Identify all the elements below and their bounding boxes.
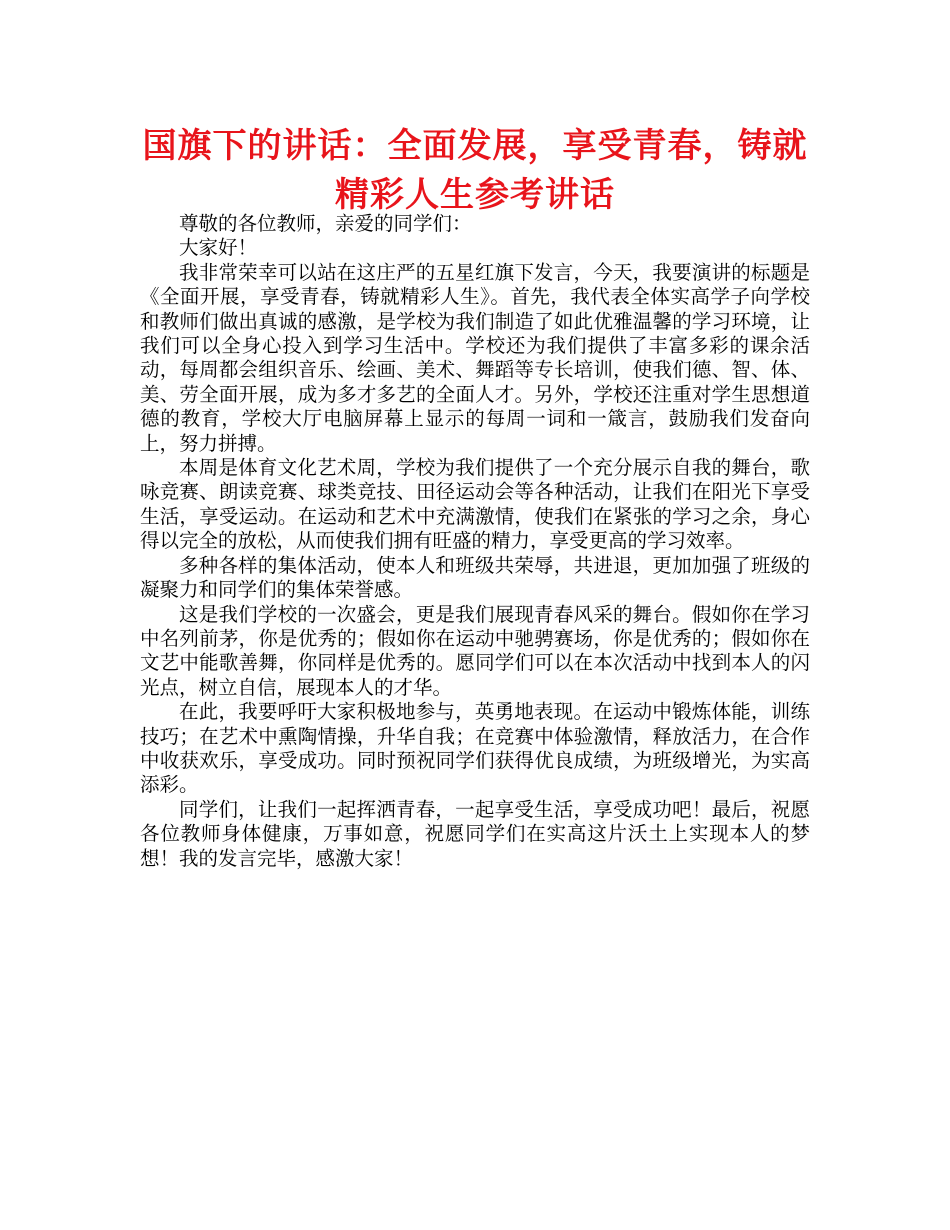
salutation-paragraph: 尊敬的各位教师，亲爱的同学们：: [179, 212, 472, 235]
document-body: [140, 212, 810, 871]
body-paragraph: 本周是体育文化艺术周，学校为我们提供了一个充分展示自我的舞台，歌咏竞赛、朗读竞赛、球类竞技、田径运动会等各种活动，让我们在阳光下享受生活，享受运动。在运动和艺术中充满激情，使我们在紧张的学习之余，身心得以完全的放松，从而使我们拥有旺盛的精力，享受更高的学习效率。: [140, 456, 810, 553]
greeting-paragraph: 大家好！: [179, 236, 258, 260]
closing-paragraph: 同学们，让我们一起挥洒青春，一起享受生活，享受成功吧！最后，祝愿各位教师身体健康，万事如意，祝愿同学们在实高这片沃土上实现本人的梦想！我的发言完毕，感激大家！: [140, 797, 810, 870]
document-title: 国旗下的讲话：全面发展，享受青春，铸就精彩人生参考讲话: [142, 126, 808, 215]
body-paragraph: 在此，我要呼吁大家积极地参与，英勇地表现。在运动中锻炼体能，训练技巧；在艺术中熏陶情操，升华自我；在竞赛中体验激情，释放活力，在合作中收获欢乐，享受成功。同时预祝同学们获得优良成绩，为班级增光，为实高添彩。: [140, 700, 810, 797]
body-paragraph: 多种各样的集体活动，使本人和班级共荣辱，共进退，更加加强了班级的凝聚力和同学们的集体荣誉感。: [140, 553, 810, 602]
body-paragraph: 我非常荣幸可以站在这庄严的五星红旗下发言，今天，我要演讲的标题是《全面开展，享受青春，铸就精彩人生》。首先，我代表全体实高学子向学校和教师们做出真诚的感激，是学校为我们制造了如此优雅温馨的学习环境，让我们可以全身心投入到学习生活中。学校还为我们提供了丰富多彩的课余活动，每周都会组织音乐、绘画、美术、舞蹈等专长培训，使我们德、智、体、美、劳全面开展，成为多才多艺的全面人才。另外，学校还注重对学生思想道德的教育，学校大厅电脑屏幕上显示的每周一词和一箴言，鼓励我们发奋向上，努力拼搏。: [140, 260, 810, 455]
body-paragraph: 这是我们学校的一次盛会，更是我们展现青春风采的舞台。假如你在学习中名列前茅，你是优秀的；假如你在运动中驰骋赛场，你是优秀的；假如你在文艺中能歌善舞，你同样是优秀的。愿同学们可以在本次活动中找到本人的闪光点，树立自信，展现本人的才华。: [140, 602, 810, 699]
